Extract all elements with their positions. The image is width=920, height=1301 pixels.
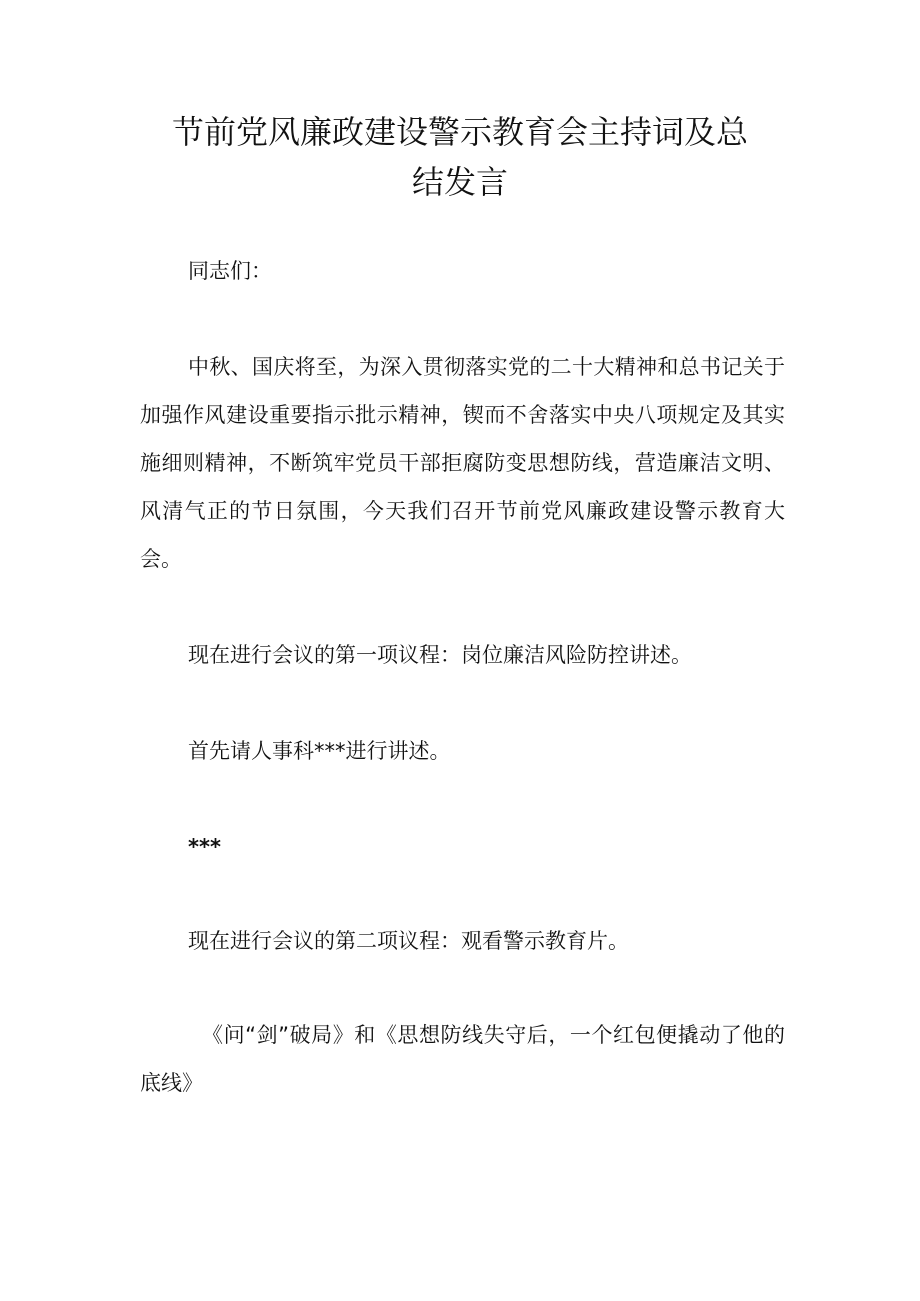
paragraph-agenda-2: 现在进行会议的第二项议程：观看警示教育片。 [188, 929, 629, 953]
paragraph-placeholder: *** [188, 835, 221, 859]
greeting: 同志们： [188, 259, 272, 283]
paragraph-film-titles: 《问“剑”破局》和《思想防线失守后，一个红包便撬动了他的底线》 [140, 1023, 785, 1095]
paragraph-speaker-invite: 首先请人事科***进行讲述。 [188, 739, 451, 763]
document-title-line-2: 结发言 [411, 163, 508, 201]
paragraph-agenda-1: 现在进行会议的第一项议程：岗位廉洁风险防控讲述。 [188, 643, 692, 667]
document-title-line-1: 节前党风廉政建设警示教育会主持词及总 [171, 113, 748, 151]
paragraph-opening: 中秋、国庆将至，为深入贯彻落实党的二十大精神和总书记关于加强作风建设重要指示批示精神，锲而不舍落实中央八项规定及其实施细则精神，不断筑牢党员干部拒腐防变思想防线，营造廉洁文明、风清气正的节日氛围，今天我们召开节前党风廉政建设警示教育大会。 [140, 355, 785, 571]
